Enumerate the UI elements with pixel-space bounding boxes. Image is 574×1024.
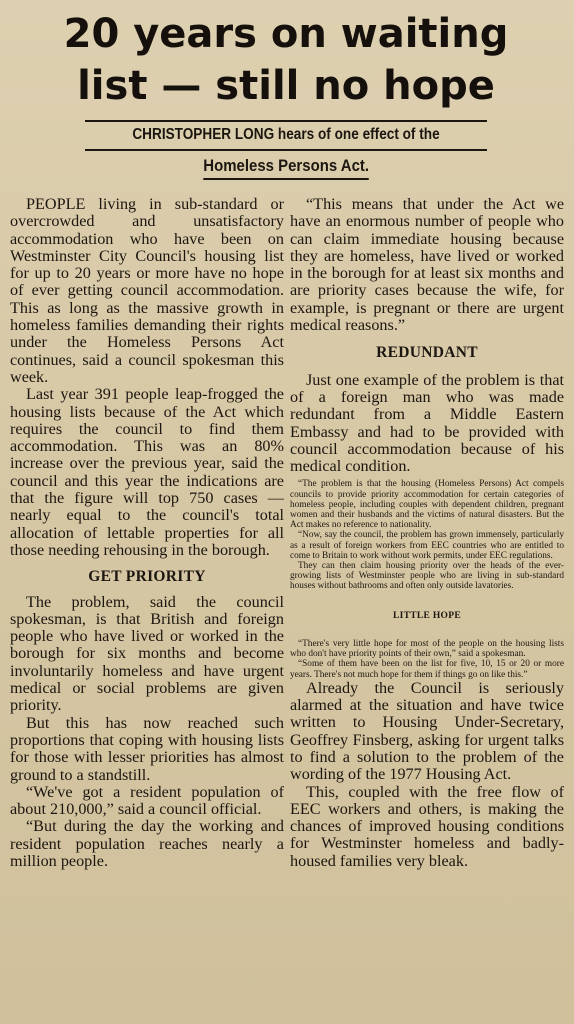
subheading-little-hope: LITTLE HOPE <box>393 610 461 621</box>
left-column <box>10 196 284 1018</box>
paragraph: Last year 391 people leap-frogged the housing lists because of the Act which requires the council to find them accommodation. This was an 80% increase over the previous year, said the council and this year the indications are that the figure will top 750 cases — nearly equal to the council's total allocation of lettable properties for all those needing rehousing in the borough. <box>10 385 284 559</box>
paragraph: This, coupled with the free flow of EEC workers and others, is making the chances of improved housing conditions for Westminster homeless and badly-housed families very bleak. <box>290 782 564 870</box>
paragraph: But this has now reached such proportions that coping with housing lists for those with lesser priorities has almost ground to a standstill. <box>10 713 284 784</box>
paragraph: “We've got a resident population of about 210,000,” said a council official. <box>10 782 284 819</box>
paragraph: Just one example of the problem is that of a foreign man who was made redundant from a Middle Eastern Embassy and had to be provided with council accommodation because of his medical condition. <box>290 370 564 476</box>
headline <box>10 8 562 112</box>
subheading-redundant: REDUNDANT <box>376 344 478 362</box>
small-print-block <box>290 479 564 679</box>
paragraph: Already the Council is seriously alarmed at the situation and have twice written to Housing Under-Secretary, Geoffrey Finsberg, asking for urgent talks to find a solution to the problem of the wording of the 1977 Housing Act. <box>290 678 564 784</box>
headline-line-2: list — still no hope <box>77 63 495 109</box>
headline-line-1: 20 years on waiting <box>63 11 509 57</box>
small-paragraph: “There's very little hope for most of the people on the housing lists who don't have priority points of their own,” said a spokesman. <box>290 638 564 660</box>
right-column <box>290 196 564 1018</box>
paragraph: PEOPLE living in sub-standard or overcrowded and unsatisfactory accommodation who have been on Westminster City Council's housing list for up to 20 years or more have no hope of ever getting council accommodation. This as long as the massive growth in homeless families demanding their rights under the Homeless Persons Act continues, said a council spokesman this week. <box>10 195 284 386</box>
small-paragraph: “Now, say the council, the problem has grown immensely, particularly as a result of foreign workers from EEC countries who are entitled to come to Britain to work without work permits, under EEC regulations. <box>290 530 564 561</box>
small-paragraph: “The problem is that the housing (Homeless Persons) Act compels councils to provide priority accommodation for certain categories of homeless people, including couples with dependent children, pregnant women and their husbands and the victims of natural disasters. But the Act makes no reference to nationality. <box>290 479 564 531</box>
article-body <box>10 196 564 1018</box>
small-paragraph: “Some of them have been on the list for five, 10, 15 or 20 or more years. There's not much hope for them if things go on like this.” <box>290 659 564 680</box>
paragraph: “This means that under the Act we have an enormous number of people who can claim immediate housing because they are homeless, have lived or worked in the borough for at least six months and are priority cases because the wife, for example, is pregnant or there are urgent medical reasons.” <box>290 195 564 335</box>
byline-block <box>85 120 487 180</box>
subheading-get-priority: GET PRIORITY <box>88 568 206 586</box>
paragraph: The problem, said the council spokesman, is that British and foreign people who have lived or worked in the borough for six months and become involuntarily homeless and have urgent medical or social problems are given priority. <box>10 592 284 715</box>
byline: CHRISTOPHER LONG hears of one effect of the <box>132 126 440 143</box>
paragraph: “But during the day the working and resident population reaches nearly a million people. <box>10 817 284 870</box>
byline-act-title: Homeless Persons Act. <box>203 155 369 180</box>
small-paragraph: They can then claim housing priority over the heads of the ever-growing lists of Westminster people who are living in sub-standard houses without bathrooms and often only outside lavatories. <box>290 561 564 592</box>
byline-top-rule <box>85 120 487 122</box>
byline-bottom-rule <box>85 149 487 151</box>
